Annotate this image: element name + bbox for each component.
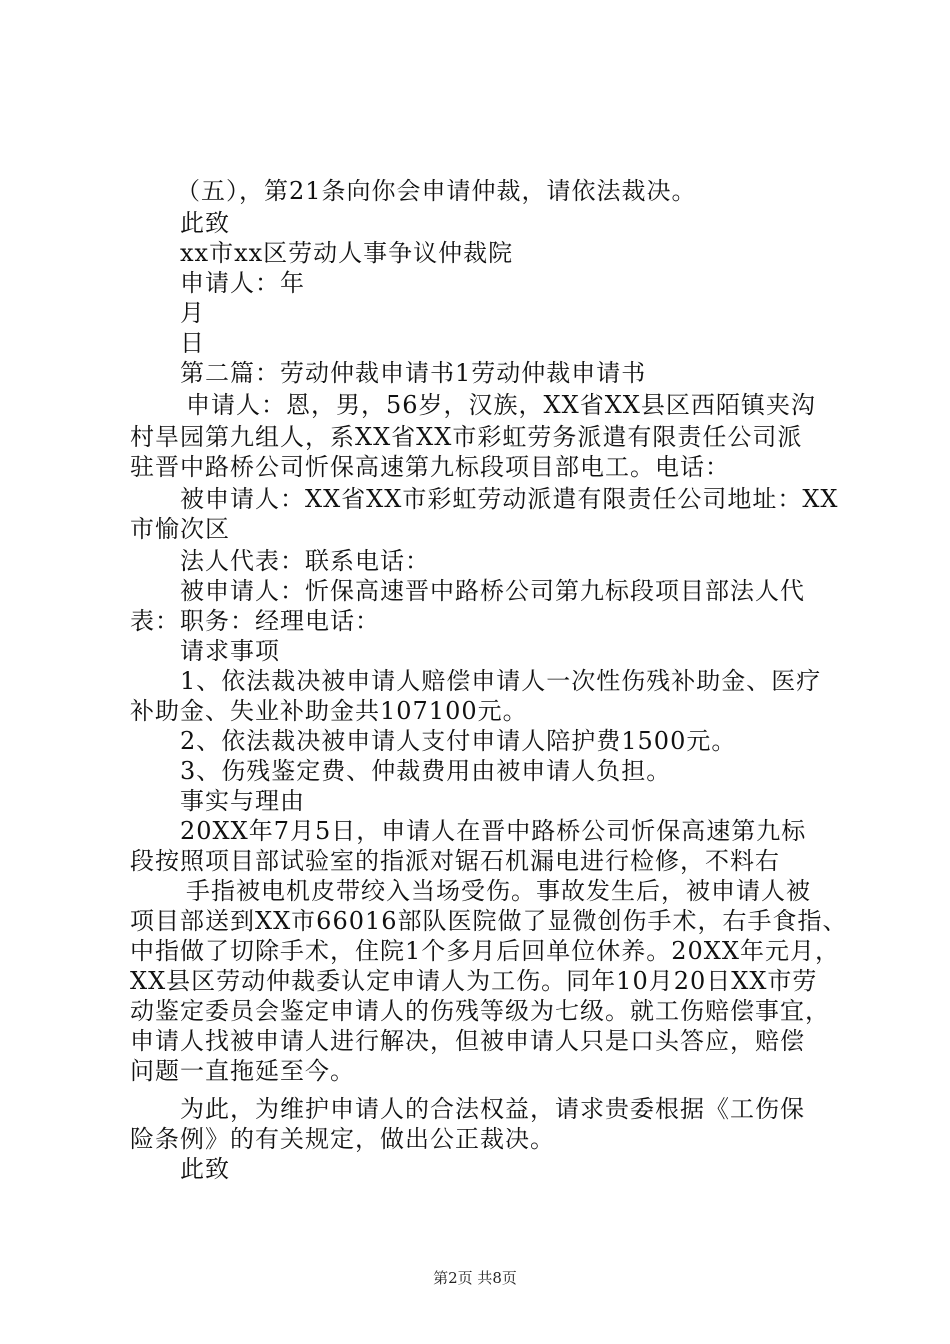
text-line: XX县区劳动仲裁委认定申请人为工伤。同年10月20日XX市劳	[130, 967, 818, 995]
text-line: 请求事项	[180, 637, 280, 665]
text-line: 表：职务：经理电话：	[130, 607, 380, 635]
text-line: 法人代表：联系电话：	[180, 547, 430, 575]
text-line: 月	[180, 299, 205, 327]
text-line: 2、依法裁决被申请人支付申请人陪护费1500元。	[180, 727, 737, 755]
text-line: 此致	[180, 1155, 230, 1183]
text-line: 段按照项目部试验室的指派对锯石机漏电进行检修，不料右	[130, 847, 780, 875]
text-line: 申请人：年	[180, 269, 305, 297]
text-line: 驻晋中路桥公司忻保高速第九标段项目部电工。电话：	[130, 453, 730, 481]
text-line: 村旱园第九组人，系XX省XX市彩虹劳务派遣有限责任公司派	[130, 423, 803, 451]
text-line: 被申请人：忻保高速晋中路桥公司第九标段项目部法人代	[180, 577, 805, 605]
page-footer: 第2页 共8页	[433, 1269, 517, 1287]
text-line: xx市xx区劳动人事争议仲裁院	[180, 239, 514, 267]
text-line: 手指被电机皮带绞入当场受伤。事故发生后，被申请人被	[186, 877, 811, 905]
text-line: 事实与理由	[180, 787, 305, 815]
text-line: 中指做了切除手术，住院1个多月后回单位休养。20XX年元月，	[130, 937, 840, 965]
text-line: 市愉次区	[130, 515, 230, 543]
section-heading: 第二篇：劳动仲裁申请书1劳动仲裁申请书	[180, 359, 647, 387]
text-line: 动鉴定委员会鉴定申请人的伤残等级为七级。就工伤赔偿事宜，	[130, 997, 830, 1025]
text-line: 补助金、失业补助金共107100元。	[130, 697, 528, 725]
text-line: 为此，为维护申请人的合法权益，请求贵委根据《工伤保	[180, 1095, 805, 1123]
text-line: 险条例》的有关规定，做出公正裁决。	[130, 1125, 555, 1153]
text-line: 20XX年7月5日，申请人在晋中路桥公司忻保高速第九标	[180, 817, 807, 845]
text-line: 申请人：恩，男，56岁，汉族，XX省XX县区西陌镇夹沟	[186, 391, 816, 419]
text-line: 项目部送到XX市66016部队医院做了显微创伤手术，右手食指、	[130, 907, 848, 935]
text-line: 3、伤残鉴定费、仲裁费用由被申请人负担。	[180, 757, 672, 785]
text-line: 被申请人：XX省XX市彩虹劳动派遣有限责任公司地址：XX	[180, 485, 839, 513]
text-line: 日	[180, 329, 205, 357]
text-line: 此致	[180, 209, 230, 237]
text-line: 申请人找被申请人进行解决，但被申请人只是口头答应，赔偿	[130, 1027, 805, 1055]
text-line: （五），第21条向你会申请仲裁，请依法裁决。	[176, 177, 697, 205]
text-line: 1、依法裁决被申请人赔偿申请人一次性伤残补助金、医疗	[180, 667, 822, 695]
text-line: 问题一直拖延至今。	[130, 1057, 355, 1085]
